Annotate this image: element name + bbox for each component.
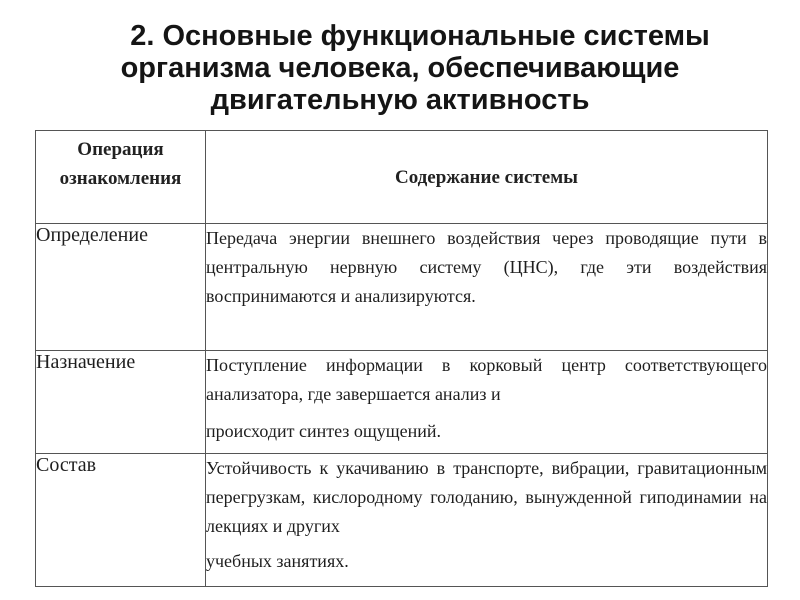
row-label-purpose: Назначение: [36, 351, 206, 454]
table-row: [36, 454, 768, 587]
functional-systems-table: [35, 130, 768, 587]
title-line-1: 2. Основные функциональные системы: [130, 20, 710, 52]
row-content-tail: учебных занятиях.: [206, 551, 349, 571]
row-content-text: Поступление информации в корковый центр соответствующего анализатора, где завершается анализ и: [206, 355, 767, 404]
table-row: [36, 224, 768, 351]
row-content-purpose: [206, 351, 768, 454]
row-content-tail: происходит синтез ощущений.: [206, 421, 442, 441]
row-content-text: Устойчивость к укачиванию в транспорте, вибрации, гравитационным перегрузкам, кислородному голоданию, вынужденной гиподинамии на лекциях и других: [206, 458, 767, 536]
row-label-composition: Состав: [36, 454, 206, 587]
title-line-2: организма человека, обеспечивающие: [120, 52, 680, 84]
row-label-definition: Определение: [36, 224, 206, 351]
row-content-composition: [206, 454, 768, 587]
table-header-row: [36, 131, 768, 224]
table-row: [36, 351, 768, 454]
header-operation: Операция ознакомления: [36, 131, 206, 224]
row-content-definition: [206, 224, 768, 351]
title-line-3: двигательную активность: [210, 84, 590, 116]
row-content-text: Передача энергии внешнего воздействия через проводящие пути в центральную нервную систему (ЦНС), где эти воздействия воспринимаются и анализируются.: [206, 228, 767, 306]
slide-title: [40, 20, 760, 116]
header-content: Содержание системы: [206, 131, 768, 224]
